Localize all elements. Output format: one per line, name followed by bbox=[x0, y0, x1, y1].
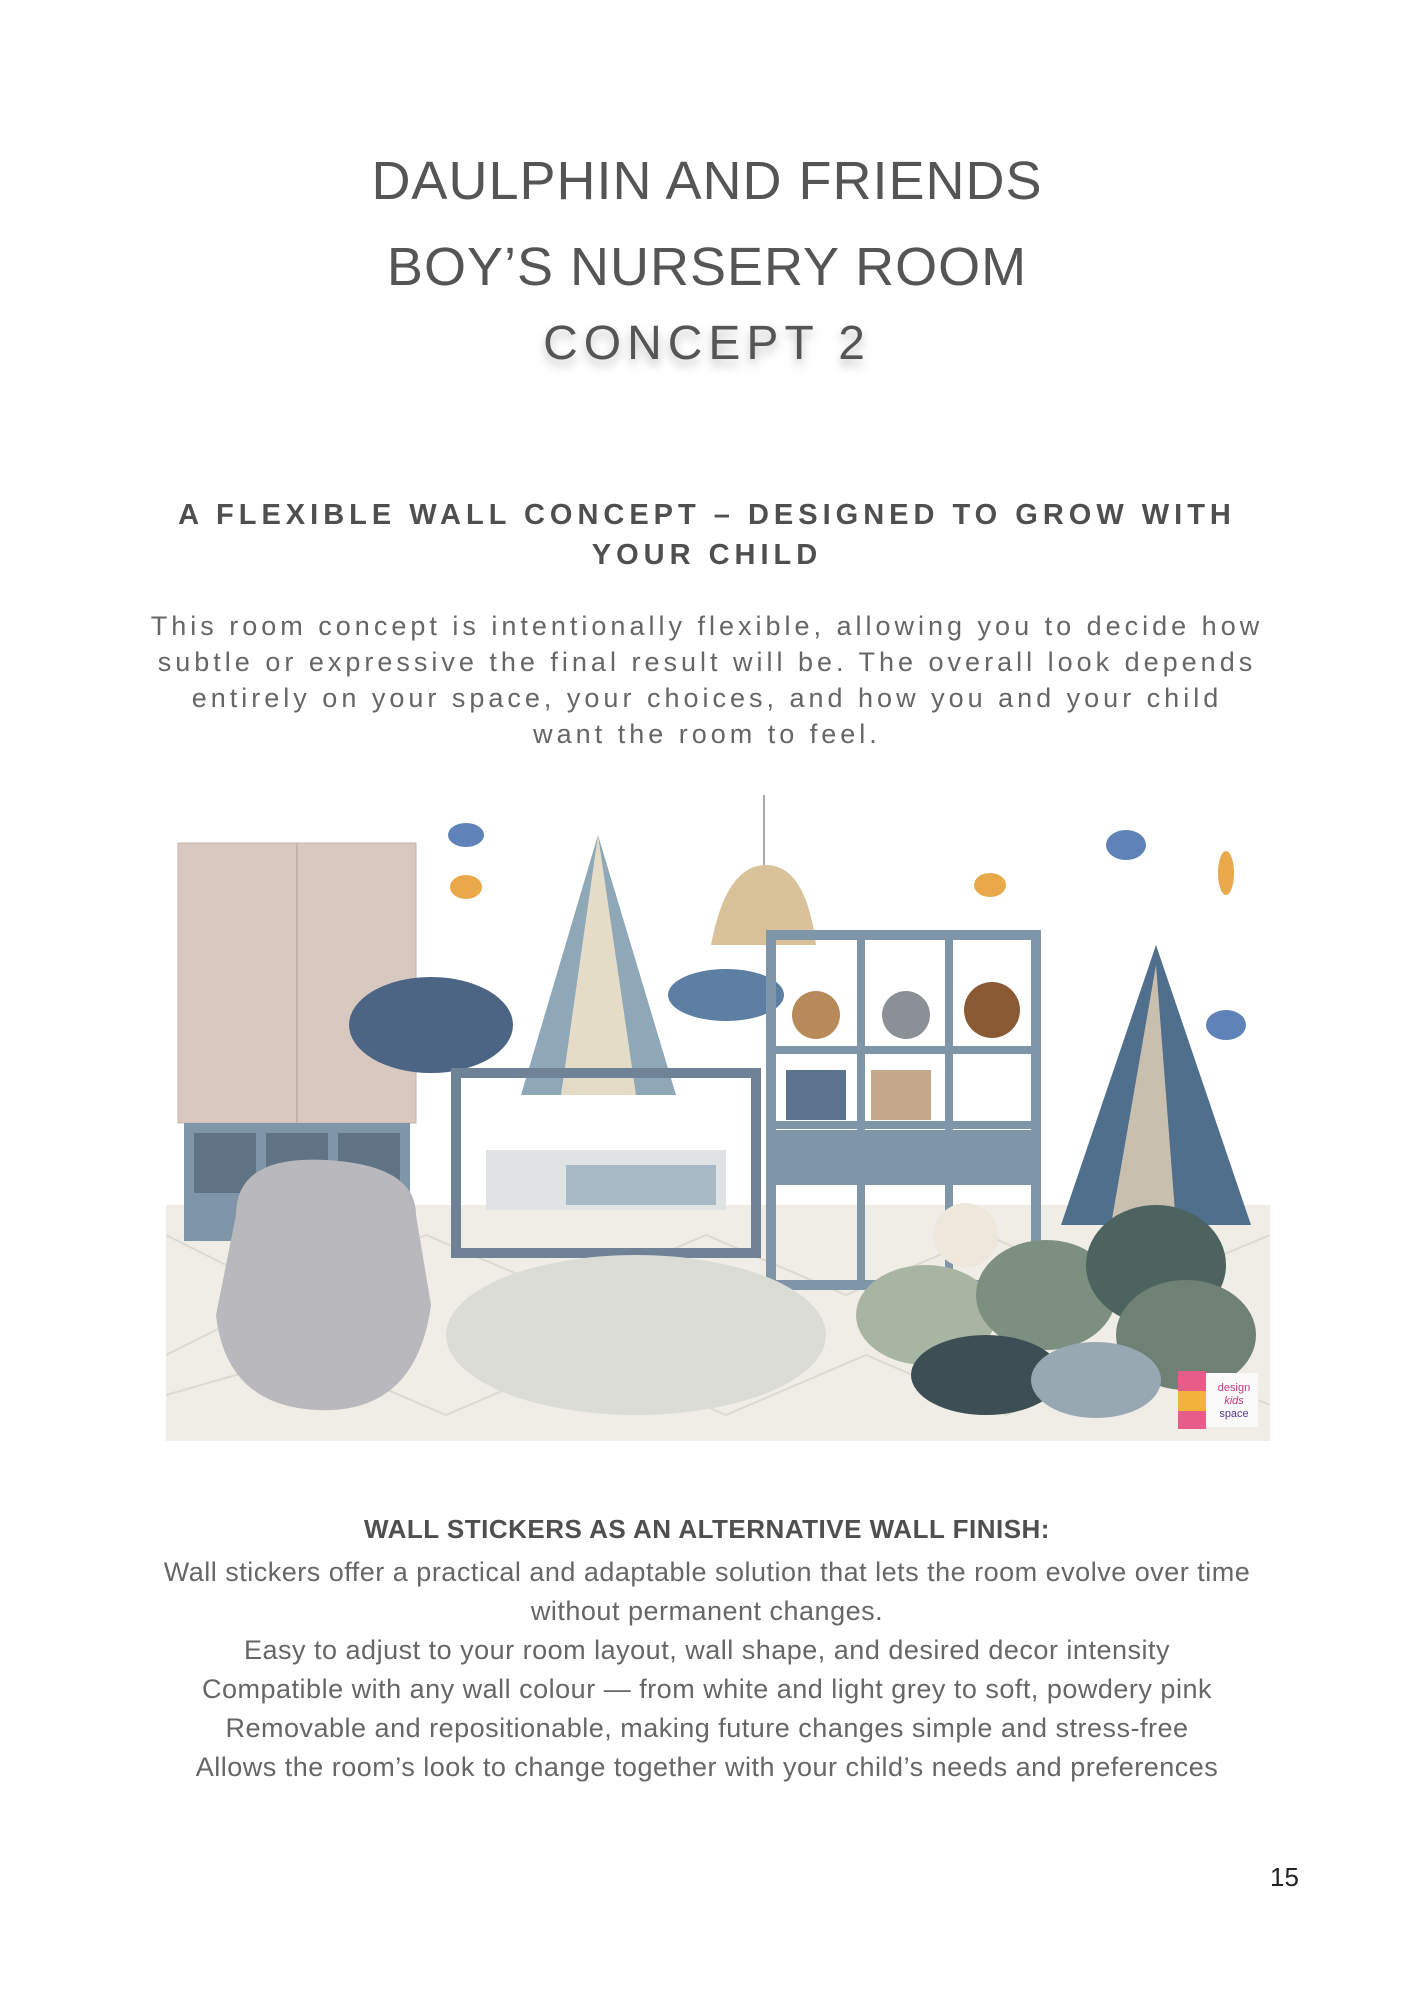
page-title-line-1: DAULPHIN AND FRIENDS bbox=[371, 151, 1043, 211]
wall-stickers-heading: WALL STICKERS AS AN ALTERNATIVE WALL FINISH: bbox=[364, 1514, 1050, 1544]
canopy bbox=[521, 835, 676, 1095]
whale-sticker bbox=[349, 977, 513, 1073]
section-heading: A FLEXIBLE WALL CONCEPT – DESIGNED TO GROW WITH YOUR CHILD bbox=[178, 499, 1236, 571]
wall-stickers-body bbox=[150, 1553, 1264, 1787]
leaf-play-mat bbox=[446, 1255, 826, 1415]
section-intro: This room concept is intentionally flexible, allowing you to decide how subtle or expressive the final result will be. The overall look depends entirely on your space, your choices, and how you and your child want the room to feel. bbox=[150, 611, 1264, 749]
wall-stickers-line: Removable and repositionable, making future changes simple and stress-free bbox=[225, 1713, 1189, 1743]
teepee bbox=[1061, 945, 1251, 1225]
wall-stickers-line: Easy to adjust to your room layout, wall shape, and desired decor intensity bbox=[244, 1635, 1170, 1665]
wall-stickers-line: Compatible with any wall colour — from white and light grey to soft, powdery pink bbox=[202, 1674, 1212, 1704]
logo-line-1: design bbox=[1217, 1382, 1251, 1394]
title-block bbox=[0, 138, 1414, 422]
page-title-line-2: BOY’S NURSERY ROOM bbox=[386, 237, 1028, 297]
wall-stickers-line: Allows the room’s look to change together with your child’s needs and preferences bbox=[195, 1752, 1219, 1782]
nursery-moodboard-image bbox=[166, 795, 1270, 1441]
plush-armchair bbox=[216, 1160, 431, 1411]
design-kids-space-logo bbox=[1178, 1371, 1258, 1429]
logo-line-3: space bbox=[1219, 1408, 1249, 1420]
logo-line-2: kids bbox=[1224, 1395, 1244, 1407]
page-number: 15 bbox=[1270, 1862, 1299, 1892]
concept-label: CONCEPT 2 bbox=[543, 317, 871, 370]
wall-stickers-line: Wall stickers offer a practical and adaptable solution that lets the room evolve over time without permanent changes. bbox=[163, 1557, 1251, 1626]
